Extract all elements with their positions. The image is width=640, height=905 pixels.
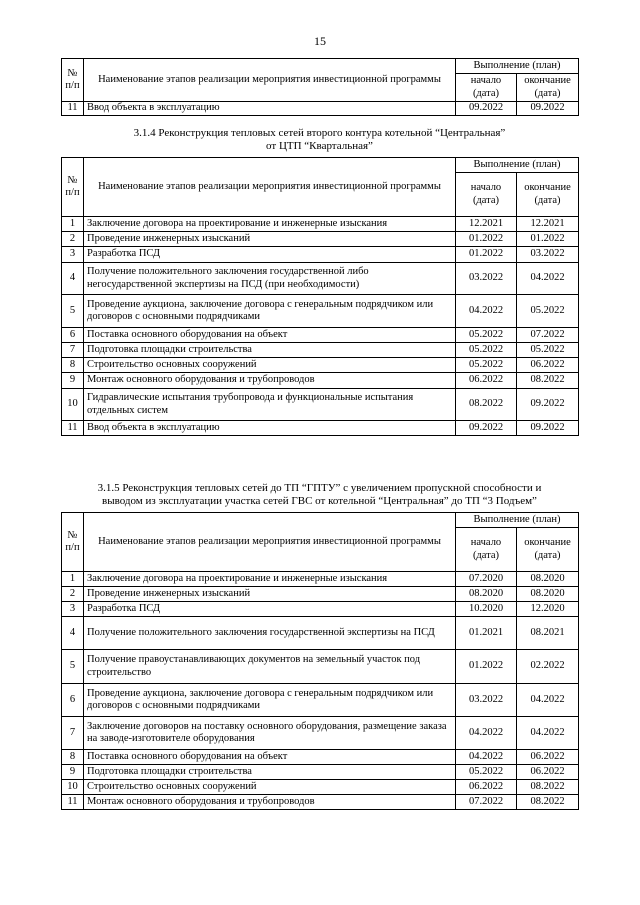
row-num: 11 [62, 795, 84, 810]
section-title-line: выводом из эксплуатации участка сетей ГВС от котельной “Центральная” до ТП “3 Подъем” [102, 495, 537, 507]
row-start-date: 08.2020 [456, 587, 517, 602]
row-name: Монтаж основного оборудования и трубопроводов [84, 373, 456, 389]
row-start-date: 01.2022 [456, 650, 517, 684]
row-name: Получение положительного заключения государственной экспертизы на ПСД [84, 617, 456, 650]
row-num: 1 [62, 217, 84, 232]
table-row [62, 247, 579, 263]
row-end-date: 08.2022 [517, 795, 579, 810]
table-row [62, 102, 579, 116]
row-num: 3 [62, 602, 84, 617]
row-num: 3 [62, 247, 84, 263]
row-end-date: 05.2022 [517, 343, 579, 358]
section-title-3-1-5 [61, 482, 578, 508]
row-start-date: 04.2022 [456, 750, 517, 765]
row-start-date: 04.2022 [456, 295, 517, 328]
row-num: 9 [62, 373, 84, 389]
row-start-date: 10.2020 [456, 602, 517, 617]
row-num: 7 [62, 343, 84, 358]
header-start: начало (дата) [456, 528, 517, 572]
row-end-date: 06.2022 [517, 750, 579, 765]
row-end-date: 08.2022 [517, 780, 579, 795]
row-name: Заключение договора на проектирование и инженерные изыскания [84, 572, 456, 587]
row-name: Ввод объекта в эксплуатацию [84, 102, 456, 116]
row-name: Заключение договора на проектирование и инженерные изыскания [84, 217, 456, 232]
row-num: 4 [62, 263, 84, 295]
row-name: Подготовка площадки строительства [84, 343, 456, 358]
row-num: 7 [62, 717, 84, 750]
row-start-date: 08.2022 [456, 389, 517, 421]
table-row [62, 421, 579, 436]
section-title-line: 3.1.5 Реконструкция тепловых сетей до ТП “ГПТУ” с увеличением пропускной способности и [97, 482, 542, 494]
row-end-date: 04.2022 [517, 263, 579, 295]
row-end-date: 08.2021 [517, 617, 579, 650]
row-end-date: 12.2021 [517, 217, 579, 232]
row-start-date: 05.2022 [456, 343, 517, 358]
row-name: Поставка основного оборудования на объект [84, 328, 456, 343]
table-row [62, 263, 579, 295]
table-row [62, 780, 579, 795]
row-name: Монтаж основного оборудования и трубопроводов [84, 795, 456, 810]
row-num: 5 [62, 295, 84, 328]
row-start-date: 05.2022 [456, 328, 517, 343]
row-end-date: 01.2022 [517, 232, 579, 247]
row-name: Строительство основных сооружений [84, 780, 456, 795]
table-row [62, 765, 579, 780]
row-name: Поставка основного оборудования на объект [84, 750, 456, 765]
header-end: окончание (дата) [517, 528, 579, 572]
stages-table-3-1-5 [61, 512, 579, 810]
table-row [62, 358, 579, 373]
row-name: Заключение договоров на поставку основного оборудования, размещение заказа на заводе-изготовителе оборудования [84, 717, 456, 750]
row-start-date: 07.2022 [456, 795, 517, 810]
row-start-date: 03.2022 [456, 263, 517, 295]
row-name: Строительство основных сооружений [84, 358, 456, 373]
row-num: 11 [62, 421, 84, 436]
header-name: Наименование этапов реализации мероприятия инвестиционной программы [84, 513, 456, 572]
table-row [62, 717, 579, 750]
header-start: начало (дата) [456, 173, 517, 217]
row-end-date: 06.2022 [517, 765, 579, 780]
row-num: 8 [62, 750, 84, 765]
header-num: № п/п [62, 158, 84, 217]
row-num: 2 [62, 587, 84, 602]
stages-table-3-1-4 [61, 157, 579, 436]
table-row [62, 217, 579, 232]
row-num: 10 [62, 389, 84, 421]
header-num: № п/п [62, 513, 84, 572]
row-start-date: 05.2022 [456, 358, 517, 373]
table-row [62, 617, 579, 650]
row-num: 11 [62, 102, 84, 116]
row-name: Проведение инженерных изысканий [84, 232, 456, 247]
table-row [62, 572, 579, 587]
row-end-date: 09.2022 [517, 421, 579, 436]
row-end-date: 08.2020 [517, 572, 579, 587]
row-end-date: 08.2022 [517, 373, 579, 389]
table-row [62, 343, 579, 358]
row-name: Разработка ПСД [84, 247, 456, 263]
row-end-date: 04.2022 [517, 684, 579, 717]
row-num: 4 [62, 617, 84, 650]
table-row [62, 684, 579, 717]
table-row [62, 650, 579, 684]
row-num: 9 [62, 765, 84, 780]
table-row [62, 795, 579, 810]
section-title-line: 3.1.4 Реконструкция тепловых сетей второго контура котельной “Центральная” [133, 127, 506, 139]
row-name: Проведение аукциона, заключение договора с генеральным подрядчиком или договоров с основными подрядчиками [84, 295, 456, 328]
row-end-date: 07.2022 [517, 328, 579, 343]
row-end-date: 02.2022 [517, 650, 579, 684]
row-num: 6 [62, 684, 84, 717]
row-start-date: 06.2022 [456, 373, 517, 389]
row-num: 8 [62, 358, 84, 373]
header-execution: Выполнение (план) [456, 59, 579, 74]
row-end-date: 05.2022 [517, 295, 579, 328]
table-row [62, 602, 579, 617]
section-title-line: от ЦТП “Квартальная” [266, 140, 373, 152]
row-name: Получение положительного заключения государственной либо негосударственной экспертизы на ПСД (при необходимости) [84, 263, 456, 295]
row-end-date: 09.2022 [517, 102, 579, 116]
table-row [62, 373, 579, 389]
row-start-date: 12.2021 [456, 217, 517, 232]
header-name: Наименование этапов реализации мероприятия инвестиционной программы [84, 59, 456, 102]
row-start-date: 05.2022 [456, 765, 517, 780]
row-end-date: 04.2022 [517, 717, 579, 750]
row-start-date: 07.2020 [456, 572, 517, 587]
row-name: Разработка ПСД [84, 602, 456, 617]
header-end: окончание (дата) [517, 173, 579, 217]
row-end-date: 12.2020 [517, 602, 579, 617]
stages-table-continuation [61, 58, 579, 116]
table-row [62, 232, 579, 247]
row-end-date: 06.2022 [517, 358, 579, 373]
header-execution: Выполнение (план) [456, 158, 579, 173]
row-start-date: 04.2022 [456, 717, 517, 750]
row-name: Проведение инженерных изысканий [84, 587, 456, 602]
row-num: 10 [62, 780, 84, 795]
row-start-date: 06.2022 [456, 780, 517, 795]
row-num: 6 [62, 328, 84, 343]
page-number: 15 [314, 34, 326, 48]
table-row [62, 295, 579, 328]
table-row [62, 328, 579, 343]
section-title-3-1-4 [61, 127, 578, 153]
row-name: Подготовка площадки строительства [84, 765, 456, 780]
row-start-date: 01.2022 [456, 247, 517, 263]
row-start-date: 03.2022 [456, 684, 517, 717]
row-start-date: 01.2021 [456, 617, 517, 650]
row-name: Проведение аукциона, заключение договора с генеральным подрядчиком или договоров с основными подрядчиками [84, 684, 456, 717]
header-start: начало (дата) [456, 74, 517, 102]
row-num: 1 [62, 572, 84, 587]
row-start-date: 09.2022 [456, 102, 517, 116]
row-end-date: 08.2020 [517, 587, 579, 602]
header-execution: Выполнение (план) [456, 513, 579, 528]
row-start-date: 01.2022 [456, 232, 517, 247]
row-start-date: 09.2022 [456, 421, 517, 436]
table-row [62, 587, 579, 602]
row-num: 2 [62, 232, 84, 247]
header-name: Наименование этапов реализации мероприятия инвестиционной программы [84, 158, 456, 217]
header-end: окончание (дата) [517, 74, 579, 102]
row-name: Гидравлические испытания трубопровода и функциональные испытания отдельных систем [84, 389, 456, 421]
row-end-date: 03.2022 [517, 247, 579, 263]
table-row [62, 750, 579, 765]
header-num: № п/п [62, 59, 84, 102]
row-name: Получение правоустанавливающих документов на земельный участок под строительство [84, 650, 456, 684]
row-name: Ввод объекта в эксплуатацию [84, 421, 456, 436]
table-row [62, 389, 579, 421]
row-num: 5 [62, 650, 84, 684]
row-end-date: 09.2022 [517, 389, 579, 421]
